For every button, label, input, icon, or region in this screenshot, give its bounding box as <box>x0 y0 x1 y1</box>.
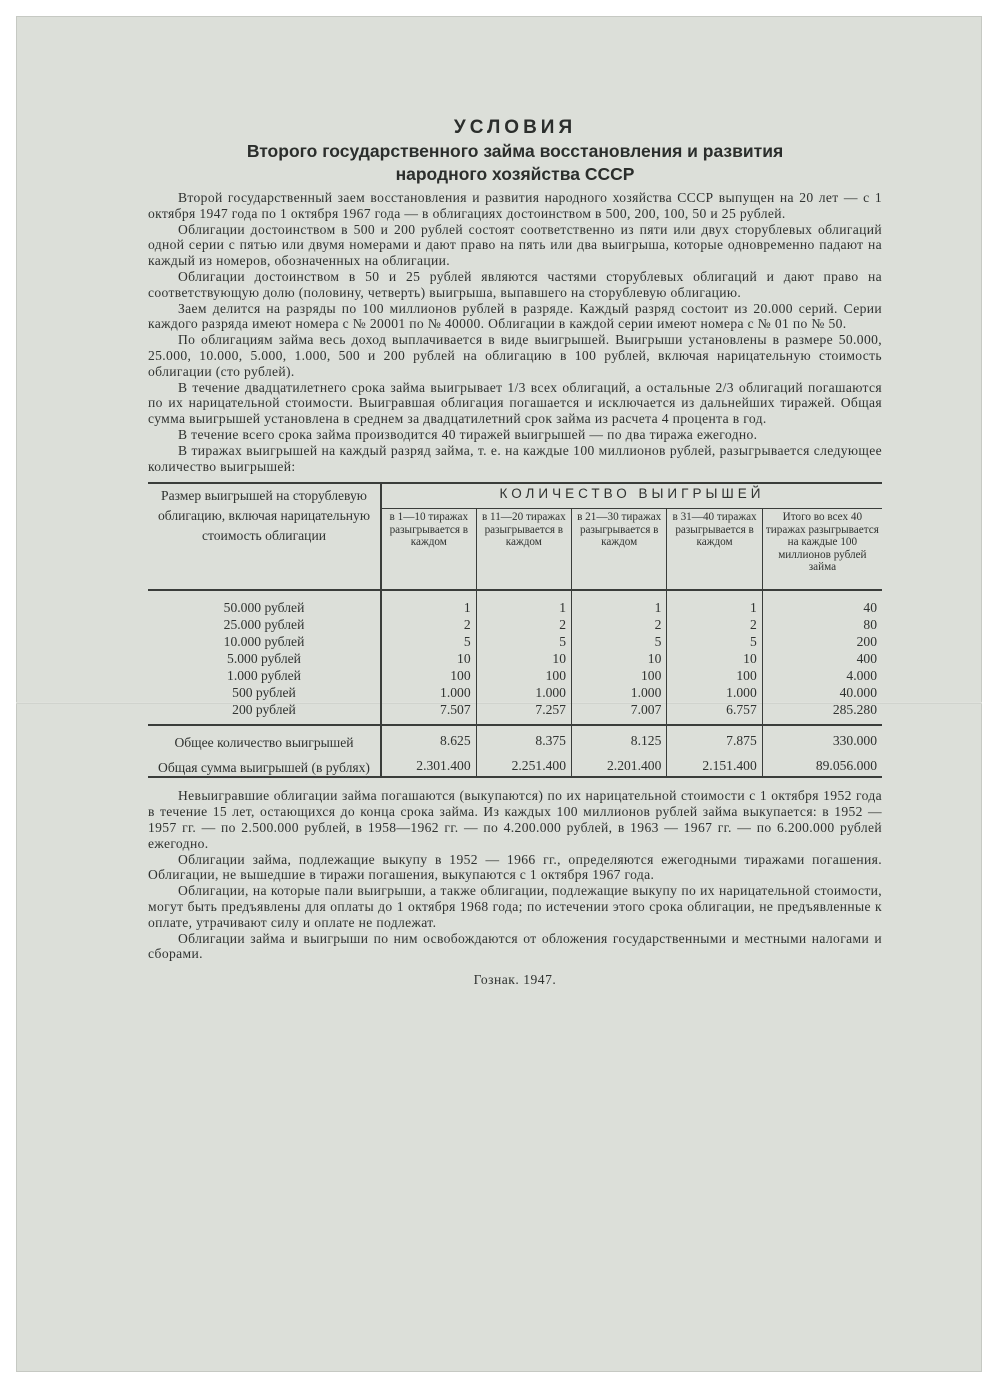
table-row <box>148 701 882 725</box>
table-cell: 80 <box>863 617 877 633</box>
table-cell: 2 <box>381 616 476 633</box>
paragraph-500-200: Облигации достоинством в 500 и 200 рублей состоят соответственно из пяти или двух сторублевых облигаций одной серии с пятью или двумя номерами и дают право на пять или два выигрыша, которые одновременно падают на каждый из номеров, обозначенных на облигации. <box>148 221 882 269</box>
total-count-cell: 7.875 <box>667 725 762 751</box>
table-row <box>148 667 882 684</box>
printer-imprint: Гознак. 1947. <box>473 972 557 988</box>
table-cell: 1 <box>667 590 762 616</box>
table-cell: 10 <box>571 650 666 667</box>
table-row <box>148 684 882 701</box>
table-cell: 5 <box>571 633 666 650</box>
table-cell: 7.257 <box>476 701 571 725</box>
row-label: 50.000 рублей <box>148 590 381 616</box>
table-cell: 1.000 <box>667 684 762 701</box>
total-sum-cell: 2.301.400 <box>381 751 476 777</box>
paragraph-issue: Второй государственный заем восстановления и развития народного хозяйства СССР выпущен на 20 лет — с 1 октября 1947 года по 1 октября 1967 года — в облигациях достоинством в 500, 200, 100, 50 и 25 рублей. <box>148 190 882 221</box>
table-cell: 400 <box>856 651 877 667</box>
winnings-size-header: Размер выигрышей на сторублевую облигацию, включая нарицательную стоимость облигации <box>148 483 381 590</box>
table-cell: 100 <box>381 667 476 684</box>
table-row <box>148 633 882 650</box>
paragraph-categories: Заем делится на разряды по 100 миллионов рублей в разряде. Каждый разряд состоит из 20.000 серий. Серии каждого разряда имеют номера с № 20001 по № 40000. Облигации в каждой серии имеют номера с № 01 по № 50. <box>148 300 882 332</box>
table-cell: 7.007 <box>571 701 666 725</box>
table-cell: 100 <box>667 667 762 684</box>
paragraph-redemption-draws: Облигации займа, подлежащие выкупу в 1952 — 1966 гг., определяются ежегодными тиражами погашения. Облигации, не вышедшие в тиражи погашения, выкупаются с 1 октября 1967 года. <box>148 851 882 883</box>
table-cell: 1 <box>476 590 571 616</box>
paragraph-50-25: Облигации достоинством в 50 и 25 рублей являются частями сторублевых облигаций и дают право на соответствующую долю (половину, четверть) выигрыша, выпавшего на сторублевую облигацию. <box>148 268 882 300</box>
total-count-row <box>148 725 882 751</box>
paragraph-income: По облигациям займа весь доход выплачивается в виде выигрышей. Выигрыши установлены в размере 50.000, 25.000, 10.000, 5.000, 1.000, 500 и 200 рублей на облигацию в 100 рублей, включая нарицательную стоимость облигации (сто рублей). <box>148 332 882 379</box>
paragraph-redemption: Невыигравшие облигации займа погашаются (выкупаются) по их нарицательной стоимости с 1 октября 1952 года в течение 15 лет, остающихся до конца срока займа. Из каждых 100 миллионов рублей займа выкупается: в 1952 — 1957 гг. — по 2.500.000 рублей, в 1958—1962 гг. — по 4.200.000 рублей, в 1963 — 1967 гг. — по 6.200.000 рублей ежегодно. <box>148 788 882 851</box>
table-cell: 100 <box>476 667 571 684</box>
paragraph-tax-exemption: Облигации займа и выигрыши по ним освобождаются от обложения государственными и местными налогами и сборами. <box>148 930 882 962</box>
row-label: 10.000 рублей <box>148 633 381 650</box>
paragraph-draws: В течение всего срока займа производится 40 тиражей выигрышей — по два тиража ежегодно. <box>178 426 758 442</box>
document-subtitle-line1: Второго государственного займа восстановления и развития <box>246 141 784 161</box>
column-header: в 1—10 тиражах разыгрывается в каждом <box>381 509 476 591</box>
table-cell: 2 <box>667 616 762 633</box>
paragraph-term: В течение двадцатилетнего срока займа выигрывает 1/3 всех облигаций, а остальные 2/3 облигаций погашаются по их нарицательной стоимости. Выигравшая облигация погашается и исключается из дальнейших тиражей. Общая сумма выигрышей установлена в среднем за двадцатилетний срок займа из расчета 4 процента в год. <box>148 379 882 427</box>
document-title: УСЛОВИЯ <box>453 117 577 138</box>
table-cell: 100 <box>571 667 666 684</box>
total-sum-row <box>148 751 882 777</box>
table-cell: 7.507 <box>381 701 476 725</box>
total-sum-cell: 2.201.400 <box>571 751 666 777</box>
total-sum-cell: 2.151.400 <box>667 751 762 777</box>
row-label: 5.000 рублей <box>148 650 381 667</box>
table-cell: 1.000 <box>476 684 571 701</box>
total-count-cell: 8.375 <box>476 725 571 751</box>
table-cell: 1 <box>381 590 476 616</box>
row-label: 25.000 рублей <box>148 616 381 633</box>
table-cell: 1 <box>571 590 666 616</box>
row-label: 500 рублей <box>148 684 381 701</box>
table-cell: 4.000 <box>846 668 877 684</box>
table-cell: 5 <box>476 633 571 650</box>
total-sum-cell: 89.056.000 <box>815 758 877 774</box>
table-cell: 5 <box>381 633 476 650</box>
paragraph-table-intro: В тиражах выигрышей на каждый разряд займа, т. е. на каждые 100 миллионов рублей, разыгрывается следующее количество выигрышей: <box>148 442 882 474</box>
column-header: в 21—30 тиражах разыгрывается в каждом <box>571 509 666 591</box>
column-header: в 31—40 тиражах разыгрывается в каждом <box>667 509 762 591</box>
table-cell: 2 <box>476 616 571 633</box>
column-header-total: Итого во всех 40 тиражах разыгрывается на каждые 100 миллионов рублей займа <box>762 509 882 591</box>
table-cell: 10 <box>476 650 571 667</box>
winnings-quantity-header: КОЛИЧЕСТВО ВЫИГРЫШЕЙ <box>381 483 882 509</box>
row-label: 200 рублей <box>148 701 381 725</box>
document-sheet <box>16 16 982 1372</box>
total-count-cell: 8.125 <box>571 725 666 751</box>
total-count-cell: 330.000 <box>762 725 882 751</box>
table-cell: 5 <box>667 633 762 650</box>
table-cell: 1.000 <box>381 684 476 701</box>
table-row <box>148 590 882 616</box>
conditions-after-table <box>148 788 882 962</box>
total-sum-label: Общая сумма выигрышей (в рублях) <box>148 751 381 777</box>
table-cell: 40.000 <box>839 685 877 701</box>
document-content <box>148 116 882 988</box>
row-label: 1.000 рублей <box>148 667 381 684</box>
table-cell: 10 <box>381 650 476 667</box>
paragraph-payment-deadline: Облигации, на которые пали выигрыши, а также облигации, подлежащие выкупу по их нарицательной стоимости, могут быть предъявлены для оплаты до 1 октября 1968 года; по истечении этого срока облигации, не предъявленные к оплате, утрачивают силу и оплате не подлежат. <box>148 883 882 930</box>
document-subtitle-line2: народного хозяйства СССР <box>395 164 635 184</box>
table-cell: 10 <box>667 650 762 667</box>
table-cell: 285.280 <box>832 702 877 718</box>
table-cell: 40 <box>863 600 877 616</box>
winnings-table <box>148 482 882 778</box>
column-header: в 11—20 тиражах разыгрывается в каждом <box>476 509 571 591</box>
total-sum-cell: 2.251.400 <box>476 751 571 777</box>
table-cell: 200 <box>856 634 877 650</box>
total-count-label: Общее количество выигрышей <box>148 725 381 751</box>
conditions-before-table <box>148 190 882 474</box>
table-cell: 6.757 <box>667 701 762 725</box>
table-cell: 2 <box>571 616 666 633</box>
table-cell: 1.000 <box>571 684 666 701</box>
table-row <box>148 650 882 667</box>
total-count-cell: 8.625 <box>381 725 476 751</box>
table-row <box>148 616 882 633</box>
